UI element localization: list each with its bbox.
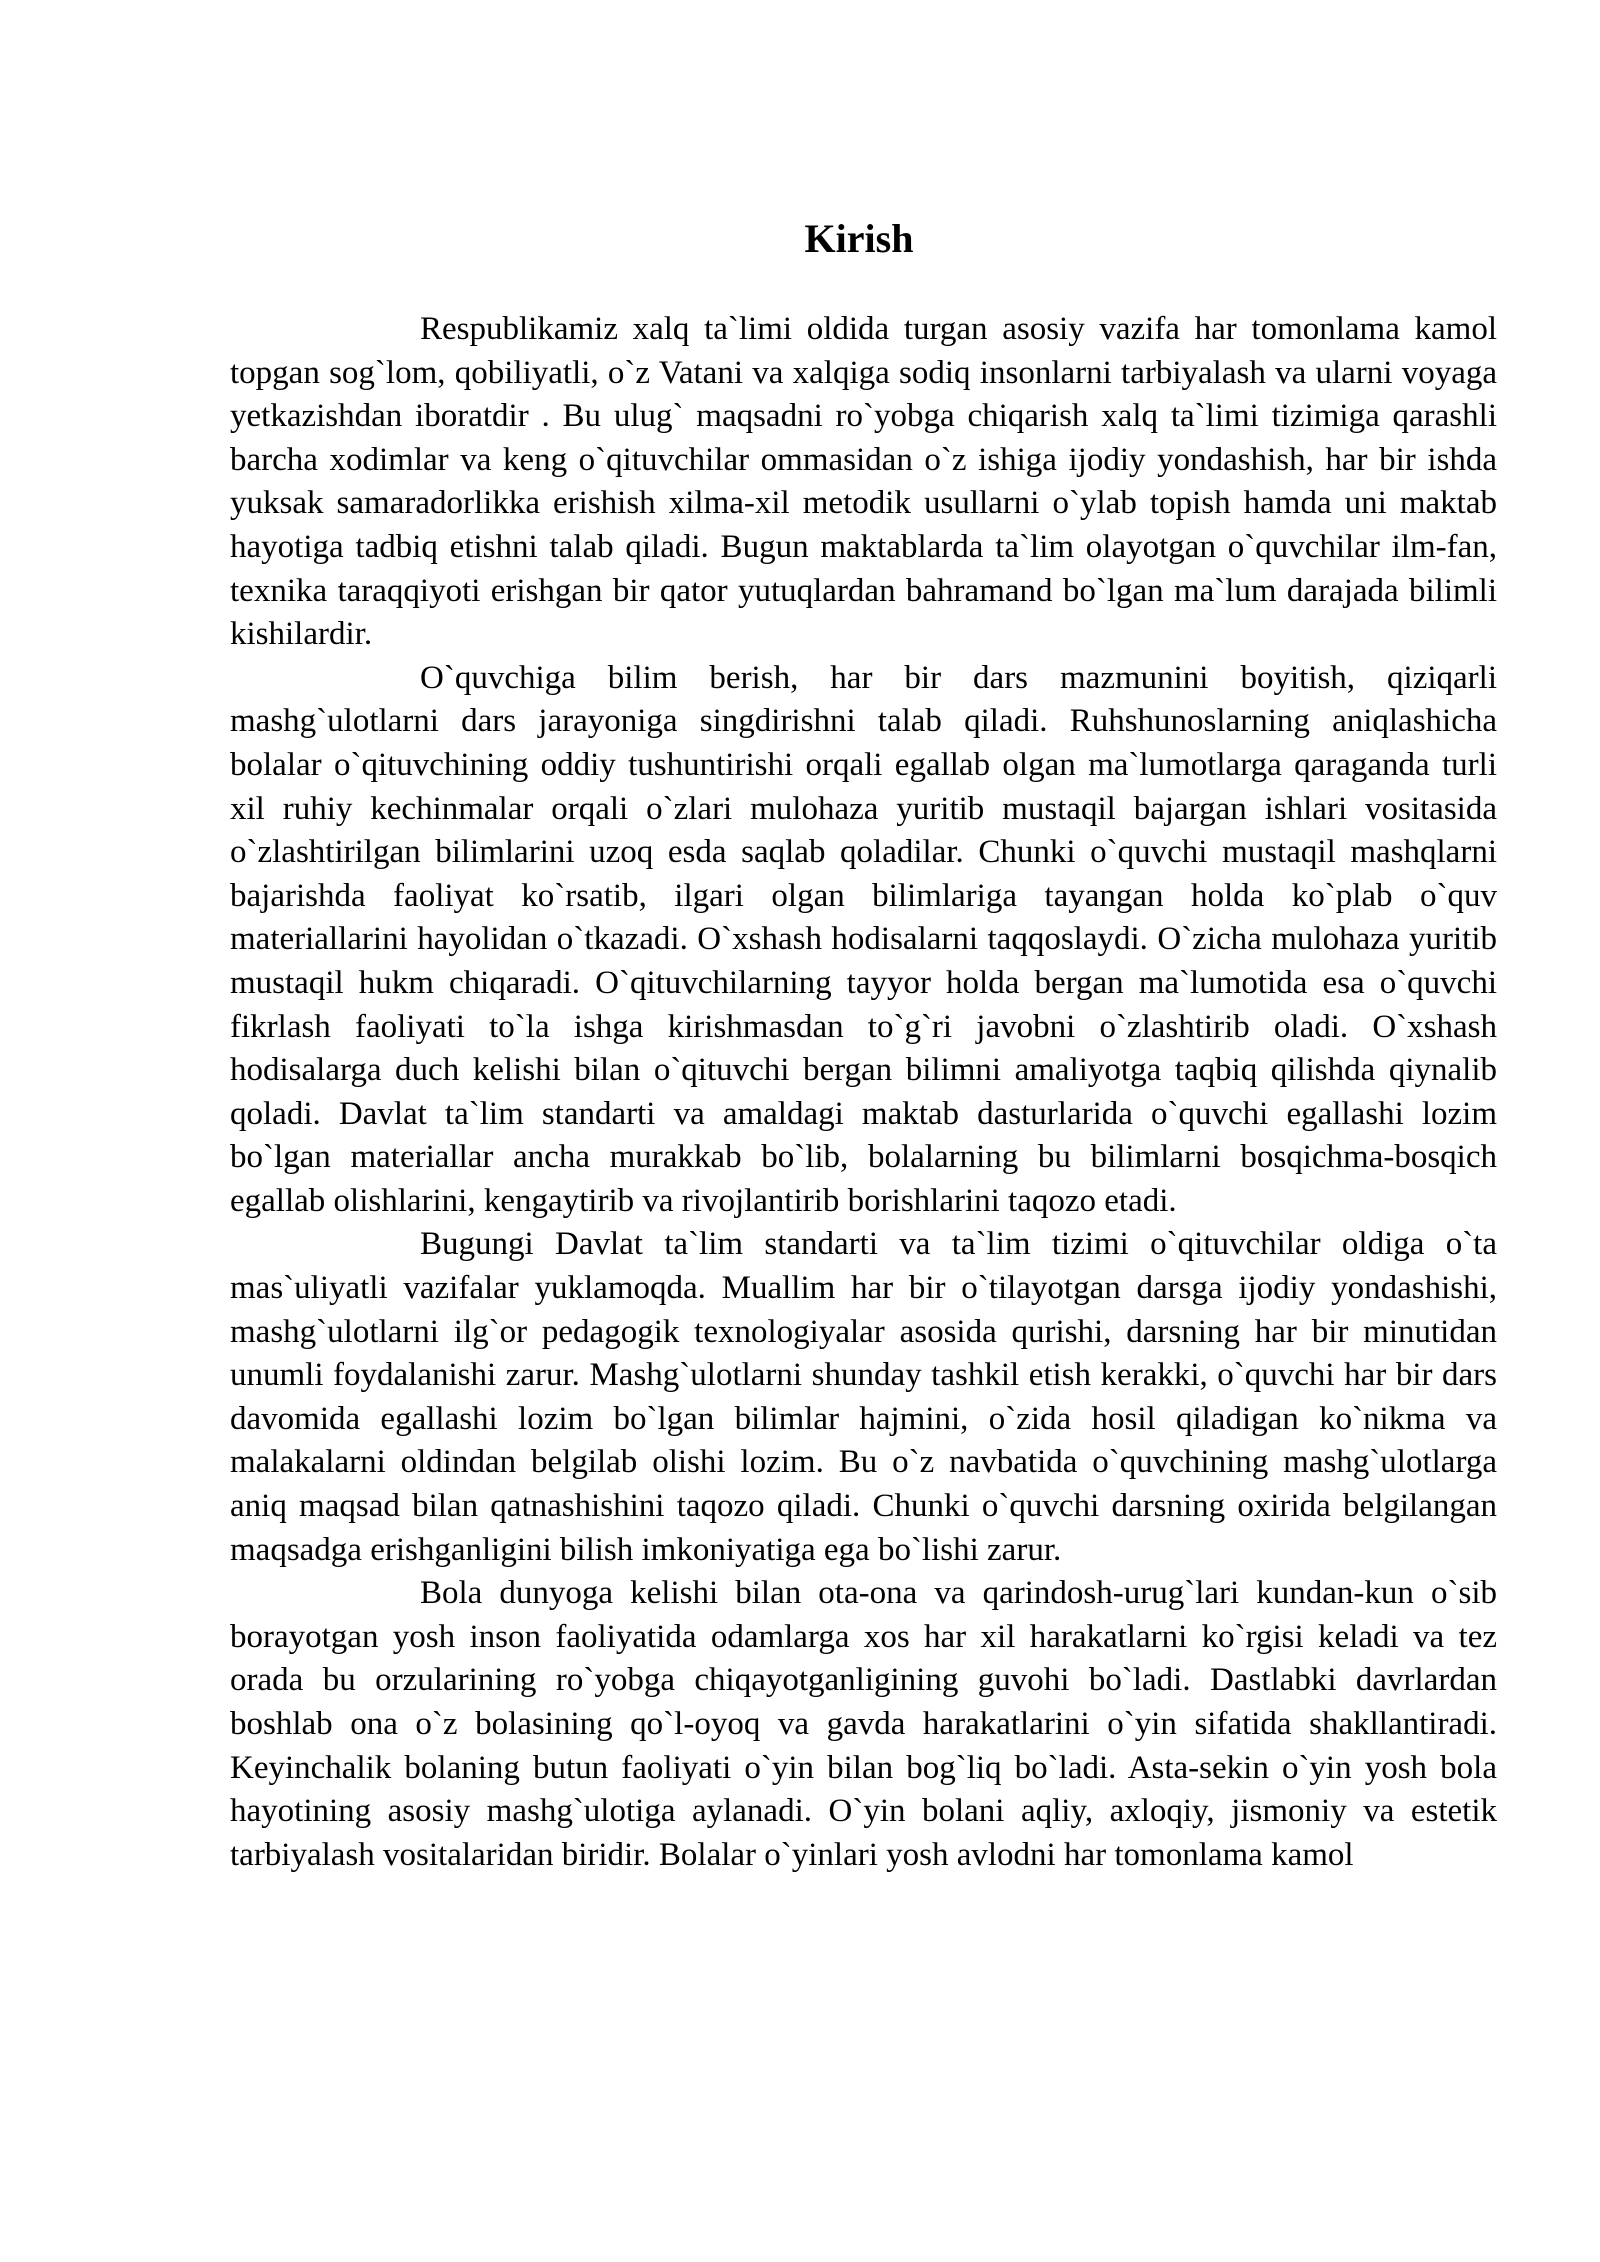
document-body — [230, 308, 1497, 1877]
paragraph-4: Bola dunyoga kelishi bilan ota-ona va qarindosh-urug`lari kundan-kun o`sib borayotgan yosh inson faoliyatida odamlarga xos har xil harakatlarni ko`rgisi keladi va tez orada bu orzularining ro`yobga chiqayotganligining guvohi bo`ladi. Dastlabki davrlardan boshlab ona o`z bolasining qo`l-oyoq va gavda harakatlarini o`yin sifatida shakllantiradi. Keyinchalik bolaning butun faoliyati o`yin bilan bog`liq bo`ladi. Asta-sekin o`yin yosh bola hayotining asosiy mashg`ulotiga aylanadi. O`yin bolani aqliy, axloqiy, jismoniy va estetik tarbiyalash vositalaridan biridir. Bolalar o`yinlari yosh avlodni har tomonlama kamol — [230, 1575, 1497, 1873]
paragraph-3: Bugungi Davlat ta`lim standarti va ta`lim tizimi o`qituvchilar oldiga o`ta mas`uliyatli vazifalar yuklamoqda. Muallim har bir o`tilayotgan darsga ijodiy yondashishi, mashg`ulotlarni ilg`or pedagogik texnologiyalar asosida qurishi, darsning har bir minutidan unumli foydalanishi zarur. Mashg`ulotlarni shunday tashkil etish kerakki, o`quvchi har bir dars davomida egallashi lozim bo`lgan bilimlar hajmini, o`zida hosil qiladigan ko`nikma va malakalarni oldindan belgilab olishi lozim. Bu o`z navbatida o`quvchining mashg`ulotlarga aniq maqsad bilan qatnashishini taqozo qiladi. Chunki o`quvchi darsning oxirida belgilangan maqsadga erishganligini bilish imkoniyatiga ega bo`lishi zarur. — [230, 1226, 1497, 1568]
paragraph-2: O`quvchiga bilim berish, har bir dars mazmunini boyitish, qiziqarli mashg`ulotlarni dars jarayoniga singdirishni talab qiladi. Ruhshunoslarning aniqlashicha bolalar o`qituvchining oddiy tushuntirishi orqali egallab olgan ma`lumotlarga qaraganda turli xil ruhiy kechinmalar orqali o`zlari mulohaza yuritib mustaqil bajargan ishlari vositasida o`zlashtirilgan bilimlarini uzoq esda saqlab qoladilar. Chunki o`quvchi mustaqil mashqlarni bajarishda faoliyat ko`rsatib, ilgari olgan bilimlariga tayangan holda ko`plab o`quv materiallarini hayolidan o`tkazadi. O`xshash hodisalarni taqqoslaydi. O`zicha mulohaza yuritib mustaqil hukm chiqaradi. O`qituvchilarning tayyor holda bergan ma`lumotida esa o`quvchi fikrlash faoliyati to`la ishga kirishmasdan to`g`ri javobni o`zlashtirib oladi. O`xshash hodisalarga duch kelishi bilan o`qituvchi bergan bilimni amaliyotga taqbiq qilishda qiynalib qoladi. Davlat ta`lim standarti va amaldagi maktab dasturlarida o`quvchi egallashi lozim bo`lgan materiallar ancha murakkab bo`lib, bolalarning bu bilimlarni bosqichma-bosqich egallab olishlarini, kengaytirib va rivojlantirib borishlarini taqozo etadi. — [230, 659, 1497, 1219]
page-title: Kirish — [804, 216, 914, 261]
paragraph-1: Respublikamiz xalq ta`limi oldida turgan asosiy vazifa har tomonlama kamol topgan sog`lom, qobiliyatli, o`z Vatani va xalqiga sodiq insonlarni tarbiyalash va ularni voyaga yetkazishdan iboratdir . Bu ulug` maqsadni ro`yobga chiqarish xalq ta`limi tizimiga qarashli barcha xodimlar va keng o`qituvchilar ommasidan o`z ishiga ijodiy yondashish, har bir ishda yuksak samaradorlikka erishish xilma-xil metodik usullarni o`ylab topish hamda uni maktab hayotiga tadbiq etishni talab qiladi. Bugun maktablarda ta`lim olayotgan o`quvchilar ilm-fan, texnika taraqqiyoti erishgan bir qator yutuqlardan bahramand bo`lgan ma`lum darajada bilimli kishilardir. — [230, 311, 1497, 653]
